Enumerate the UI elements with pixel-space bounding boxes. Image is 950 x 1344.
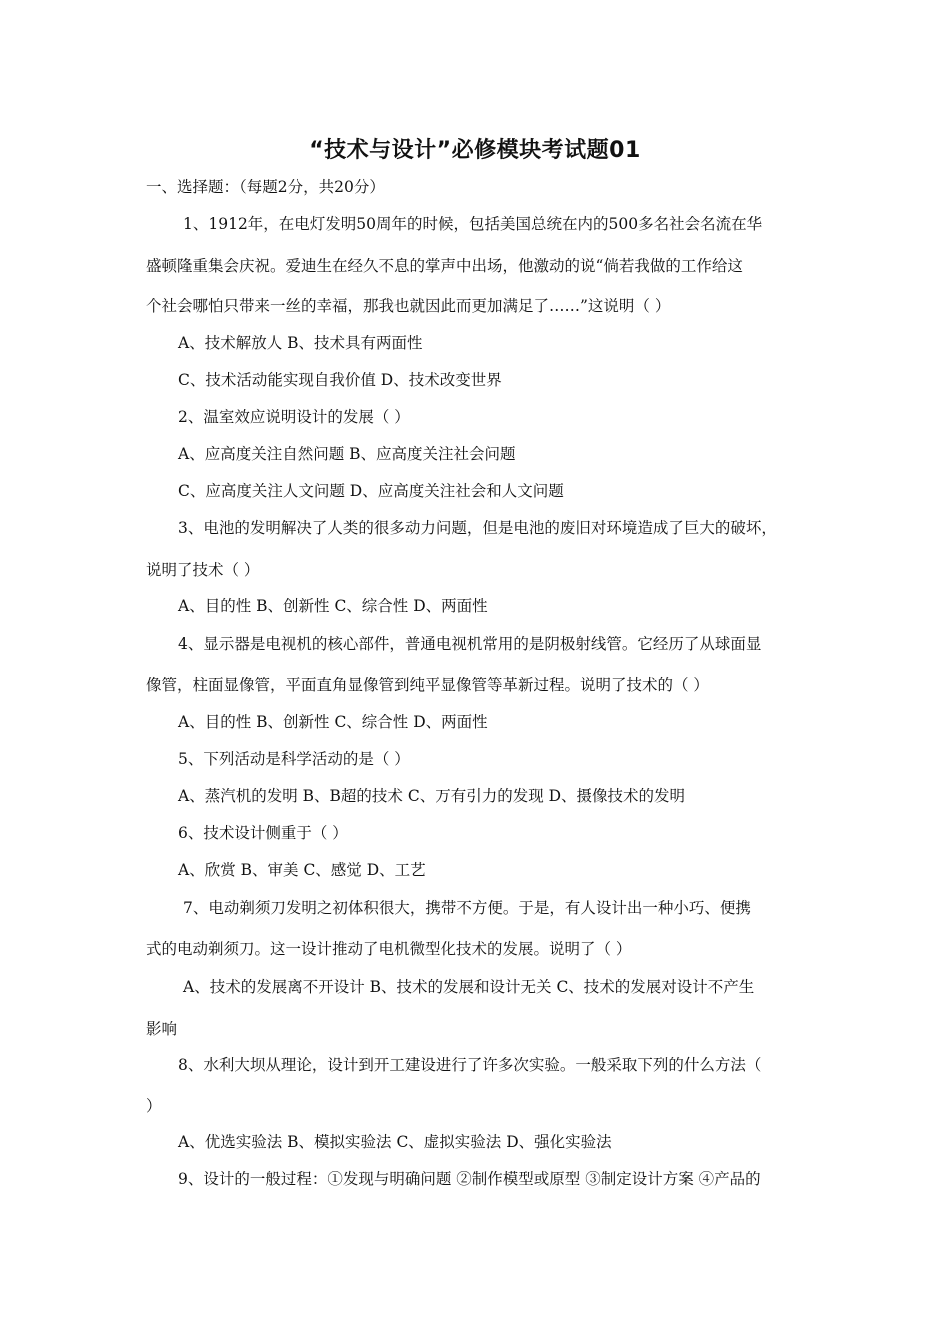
text-line: 5、下列活动是科学活动的是（ ） [178,750,410,768]
text-line: 9、设计的一般过程：①发现与明确问题 ②制作模型或原型 ③制定设计方案 ④产品的 [178,1170,761,1188]
text-line: C、应高度关注人文问题 D、应高度关注社会和人文问题 [178,482,564,500]
text-line: 8、水利大坝从理论，设计到开工建设进行了许多次实验。一般采取下列的什么方法（ [178,1056,762,1074]
text-line: A、技术的发展离不开设计 B、技术的发展和设计无关 C、技术的发展对设计不产生 [183,978,755,996]
section-heading: 一、选择题：（每题2分，共20分） [146,178,385,196]
page-title: “技术与设计”必修模块考试题01 [309,138,641,163]
text-line: 6、技术设计侧重于（ ） [178,824,348,842]
text-line: A、欣赏 B、审美 C、感觉 D、工艺 [178,861,426,879]
text-line: A、优选实验法 B、模拟实验法 C、虚拟实验法 D、强化实验法 [178,1133,612,1151]
text-line: 1、1912年，在电灯发明50周年的时候，包括美国总统在内的500多名社会名流在华 [183,215,763,233]
text-line: A、应高度关注自然问题 B、应高度关注社会问题 [178,445,516,463]
text-line: 4、显示器是电视机的核心部件，普通电视机常用的是阴极射线管。它经历了从球面显 [178,635,762,653]
text-line: A、技术解放人 B、技术具有两面性 [178,334,423,352]
text-line: 个社会哪怕只带来一丝的幸福，那我也就因此而更加满足了……”这说明（ ） [146,297,671,315]
text-line: 7、电动剃须刀发明之初体积很大，携带不方便。于是，有人设计出一种小巧、便携 [183,899,751,917]
text-line: 3、电池的发明解决了人类的很多动力问题，但是电池的废旧对环境造成了巨大的破坏， [178,519,777,537]
text-line: 像管，柱面显像管，平面直角显像管到纯平显像管等革新过程。说明了技术的（ ） [146,676,709,694]
text-line: 2、温室效应说明设计的发展（ ） [178,408,410,426]
text-line: 说明了技术（ ） [146,561,260,579]
text-line: ） [146,1097,162,1115]
text-line: 盛顿隆重集会庆祝。爱迪生在经久不息的掌声中出场，他激动的说“倘若我做的工作给这 [146,257,743,275]
text-line: A、蒸汽机的发明 B、B超的技术 C、万有引力的发现 D、摄像技术的发明 [178,787,686,805]
text-line: C、技术活动能实现自我价值 D、技术改变世界 [178,371,502,389]
text-line: A、目的性 B、创新性 C、综合性 D、两面性 [178,597,488,615]
text-line: 式的电动剃须刀。这一设计推动了电机微型化技术的发展。说明了（ ） [146,940,632,958]
text-line: A、目的性 B、创新性 C、综合性 D、两面性 [178,713,488,731]
text-line: 影响 [146,1020,178,1038]
